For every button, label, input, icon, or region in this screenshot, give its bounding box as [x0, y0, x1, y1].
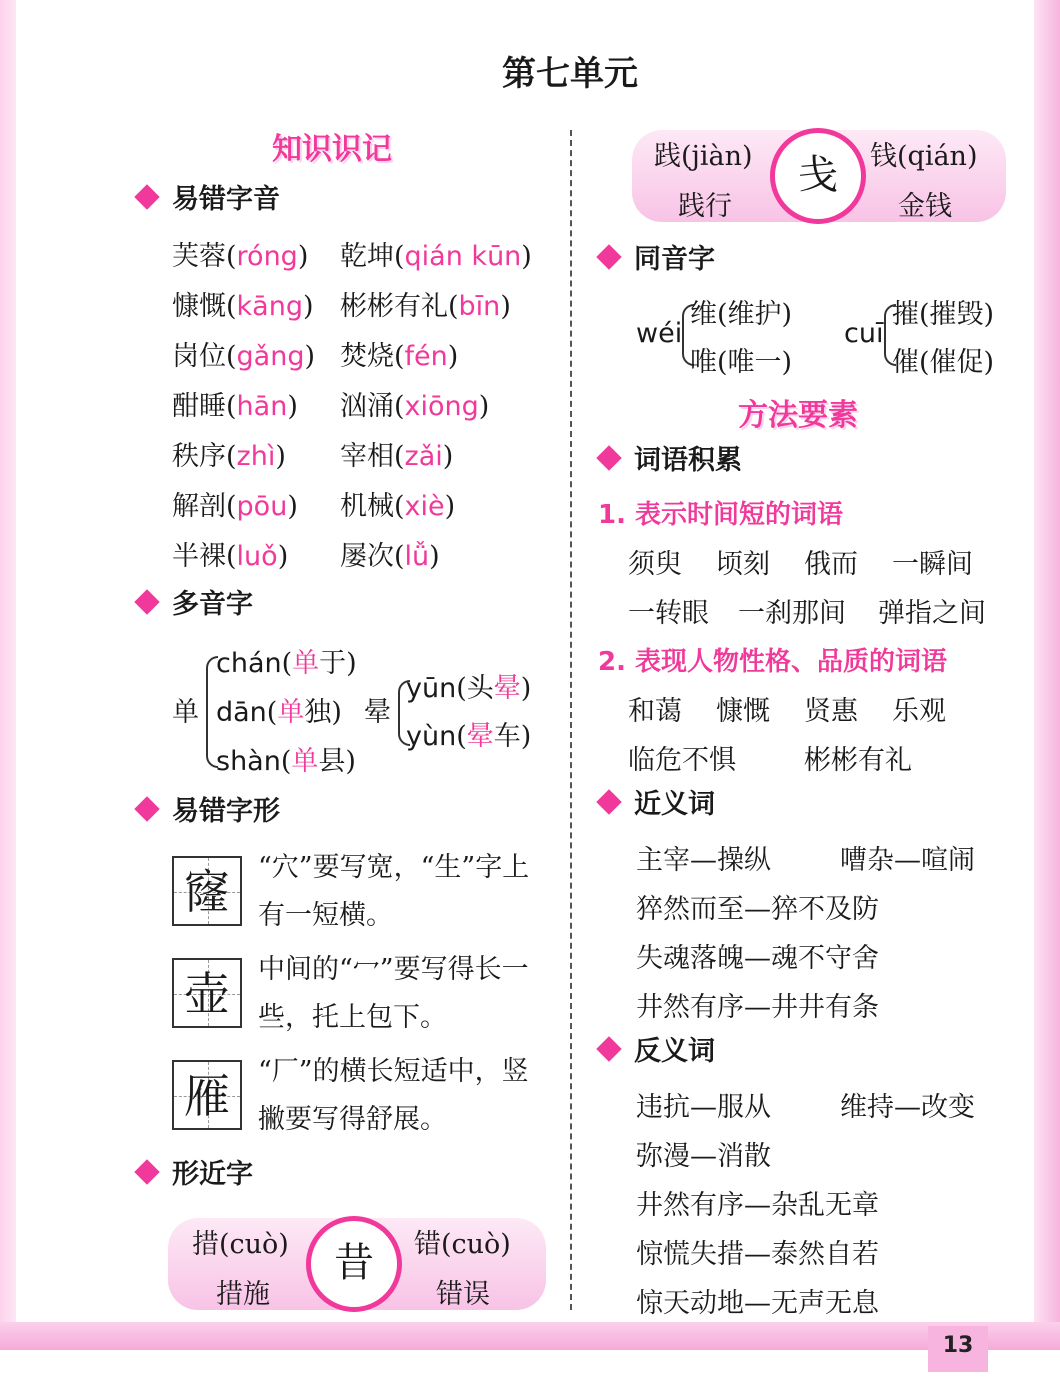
- heading-text: 易错字音: [172, 184, 280, 215]
- fanyici-row2: 弥漫—消散: [636, 1141, 771, 1172]
- heading-fanyici: [600, 1035, 715, 1069]
- ziyin-item: 解剖(pōu): [172, 491, 298, 522]
- ziyin-pinyin: pōu: [236, 491, 288, 522]
- fanyici-row5: 惊天动地—无声无息: [636, 1288, 879, 1319]
- ciyu-sub1-row2: 一转眼 一刹那间 弹指之间: [628, 598, 986, 629]
- ziyin-item: 宰相(zǎi): [340, 441, 454, 472]
- zixing-desc-1: “穴”要写宽，“生”字上有一短横。: [258, 852, 530, 931]
- duoyin-dan-1: chán(单于): [216, 648, 357, 679]
- ziyin-pinyin: luǒ: [236, 541, 278, 572]
- ciyu-sub1-row1: 须臾 顷刻 俄而 一瞬间: [628, 549, 973, 580]
- duoyin-char-yun: 晕: [364, 697, 391, 728]
- diamond-icon: [134, 184, 159, 209]
- ziyin-pinyin: zhì: [236, 441, 276, 472]
- duoyin-char-dan: 单: [172, 697, 199, 728]
- xingjinzi-right-top: 错(cuò): [414, 1229, 511, 1260]
- heading-yicuo-zixing: [138, 795, 280, 829]
- ziyin-pinyin: bīn: [458, 291, 501, 322]
- ciyu-sub1: 1. 表示时间短的词语: [598, 500, 844, 530]
- ziyin-item: 酣睡(hān): [172, 391, 298, 422]
- ziyin-item: 秩序(zhì): [172, 441, 286, 472]
- ziyin-item: 彬彬有礼(bīn): [340, 291, 511, 322]
- charbox-hu: 壶: [172, 958, 242, 1028]
- diamond-icon: [134, 796, 159, 821]
- ziyin-word: 屡次: [340, 541, 394, 572]
- ziyin-item: 机械(xiè): [340, 491, 456, 522]
- jian-center: 戋: [770, 128, 866, 224]
- zixing-desc-3: “厂”的横长短适中，竖撇要写得舒展。: [258, 1056, 529, 1135]
- ziyin-word: 半裸: [172, 541, 226, 572]
- ziyin-word: 慷慨: [172, 291, 226, 322]
- diamond-icon: [596, 789, 621, 814]
- ziyin-pinyin: xiè: [404, 491, 445, 522]
- ziyin-word: 秩序: [172, 441, 226, 472]
- heading-text: 同音字: [634, 244, 715, 275]
- xingjinzi-left-bottom: 措施: [216, 1279, 270, 1310]
- tongyin-wei-1: 维(维护): [690, 299, 793, 330]
- column-divider: [570, 130, 572, 1310]
- heading-duoyinzi: [138, 588, 253, 622]
- jinyici-row1: 主宰—操纵 嘈杂—喧闹: [636, 845, 975, 876]
- charbox-yan: 雁: [172, 1060, 242, 1130]
- ziyin-item: 焚烧(fén): [340, 341, 459, 372]
- ziyin-item: 半裸(luǒ): [172, 541, 289, 572]
- ziyin-item: 慷慨(kāng): [172, 291, 314, 322]
- jian-right-bottom: 金钱: [898, 191, 952, 222]
- ziyin-word: 岗位: [172, 341, 226, 372]
- ziyin-pinyin: lǚ: [404, 541, 430, 572]
- duoyin-yun-1: yūn(头晕): [406, 673, 532, 704]
- ziyin-word: 机械: [340, 491, 394, 522]
- duoyin-dan-2: dān(单独): [216, 697, 342, 728]
- heading-text: 易错字形: [172, 796, 280, 827]
- heading-text: 词语积累: [634, 445, 742, 476]
- charbox-long: 窿: [172, 856, 242, 926]
- heading-ciyu: [600, 444, 742, 478]
- tongyin-cui-2: 催(催促): [892, 347, 995, 378]
- ziyin-word: 酣睡: [172, 391, 226, 422]
- ziyin-item: 岗位(gǎng): [172, 341, 316, 372]
- tongyin-cui-1: 摧(摧毁): [892, 299, 995, 330]
- heading-jinyici: [600, 788, 715, 822]
- ziyin-item: 汹涌(xiōng): [340, 391, 490, 422]
- diamond-icon: [134, 1159, 159, 1184]
- section-title-fangfa: 方法要素: [738, 398, 858, 433]
- ziyin-word: 汹涌: [340, 391, 394, 422]
- ziyin-pinyin: fén: [404, 341, 448, 372]
- diamond-icon: [596, 1036, 621, 1061]
- tongyin-py-wei: wéi: [636, 318, 683, 349]
- jinyici-row3: 失魂落魄—魂不守舍: [636, 943, 879, 974]
- ziyin-pinyin: hān: [236, 391, 288, 422]
- ciyu-sub2-row2: 临危不惧 彬彬有礼: [628, 745, 912, 776]
- page-frame-bottom: [0, 1322, 1060, 1350]
- jinyici-row4: 井然有序—井井有条: [636, 992, 879, 1023]
- heading-yicuo-ziyin: [138, 183, 280, 217]
- page-frame-right: [1034, 0, 1060, 1340]
- zixing-desc-2: 中间的“冖”要写得长一些，托上包下。: [258, 954, 529, 1033]
- ziyin-item: 芙蓉(róng): [172, 241, 309, 272]
- heading-text: 形近字: [172, 1159, 253, 1190]
- ziyin-pinyin: kāng: [236, 291, 303, 322]
- ciyu-sub2: 2. 表现人物性格、品质的词语: [598, 647, 948, 677]
- diamond-icon: [134, 589, 159, 614]
- ziyin-word: 焚烧: [340, 341, 394, 372]
- ziyin-pinyin: zǎi: [404, 441, 443, 472]
- fanyici-row3: 井然有序—杂乱无章: [636, 1190, 879, 1221]
- ciyu-sub2-row1: 和蔼 慷慨 贤惠 乐观: [628, 696, 946, 727]
- ziyin-pinyin: róng: [236, 241, 298, 272]
- fanyici-row1: 违抗—服从 维持—改变: [636, 1092, 975, 1123]
- ziyin-item: 乾坤(qián kūn): [340, 241, 532, 272]
- jian-right-top: 钱(qián): [870, 141, 978, 172]
- xingjinzi-left-top: 措(cuò): [192, 1229, 289, 1260]
- diamond-icon: [596, 244, 621, 269]
- heading-text: 近义词: [634, 789, 715, 820]
- xingjinzi-right-bottom: 错误: [436, 1279, 490, 1310]
- ziyin-item: 屡次(lǚ): [340, 541, 440, 572]
- ziyin-word: 宰相: [340, 441, 394, 472]
- heading-text: 多音字: [172, 589, 253, 620]
- ziyin-word: 解剖: [172, 491, 226, 522]
- ziyin-word: 乾坤: [340, 241, 394, 272]
- heading-text: 反义词: [634, 1036, 715, 1067]
- heading-xingjinzi: [138, 1158, 253, 1192]
- page-number: 13: [928, 1326, 988, 1372]
- fanyici-row4: 惊慌失措—泰然自若: [636, 1239, 879, 1270]
- duoyin-yun-2: yùn(晕车): [406, 721, 532, 752]
- section-title-zhishi: 知识识记: [272, 132, 392, 167]
- ziyin-pinyin: gǎng: [236, 341, 305, 372]
- heading-tongyinzi: [600, 243, 715, 277]
- tongyin-py-cui: cuī: [844, 318, 884, 349]
- jian-left-top: 践(jiàn): [654, 141, 753, 172]
- ziyin-pinyin: xiōng: [404, 391, 479, 422]
- ziyin-pinyin: qián kūn: [404, 241, 522, 272]
- jinyici-row2: 猝然而至—猝不及防: [636, 894, 879, 925]
- jian-left-bottom: 践行: [678, 191, 732, 222]
- xingjinzi-center: 昔: [306, 1216, 402, 1312]
- ziyin-word: 彬彬有礼: [340, 291, 448, 322]
- duoyin-dan-3: shàn(单县): [216, 746, 356, 777]
- page-title: 第七单元: [502, 54, 638, 94]
- tongyin-wei-2: 唯(唯一): [690, 347, 793, 378]
- page-frame-left: [0, 0, 16, 1340]
- ziyin-word: 芙蓉: [172, 241, 226, 272]
- diamond-icon: [596, 445, 621, 470]
